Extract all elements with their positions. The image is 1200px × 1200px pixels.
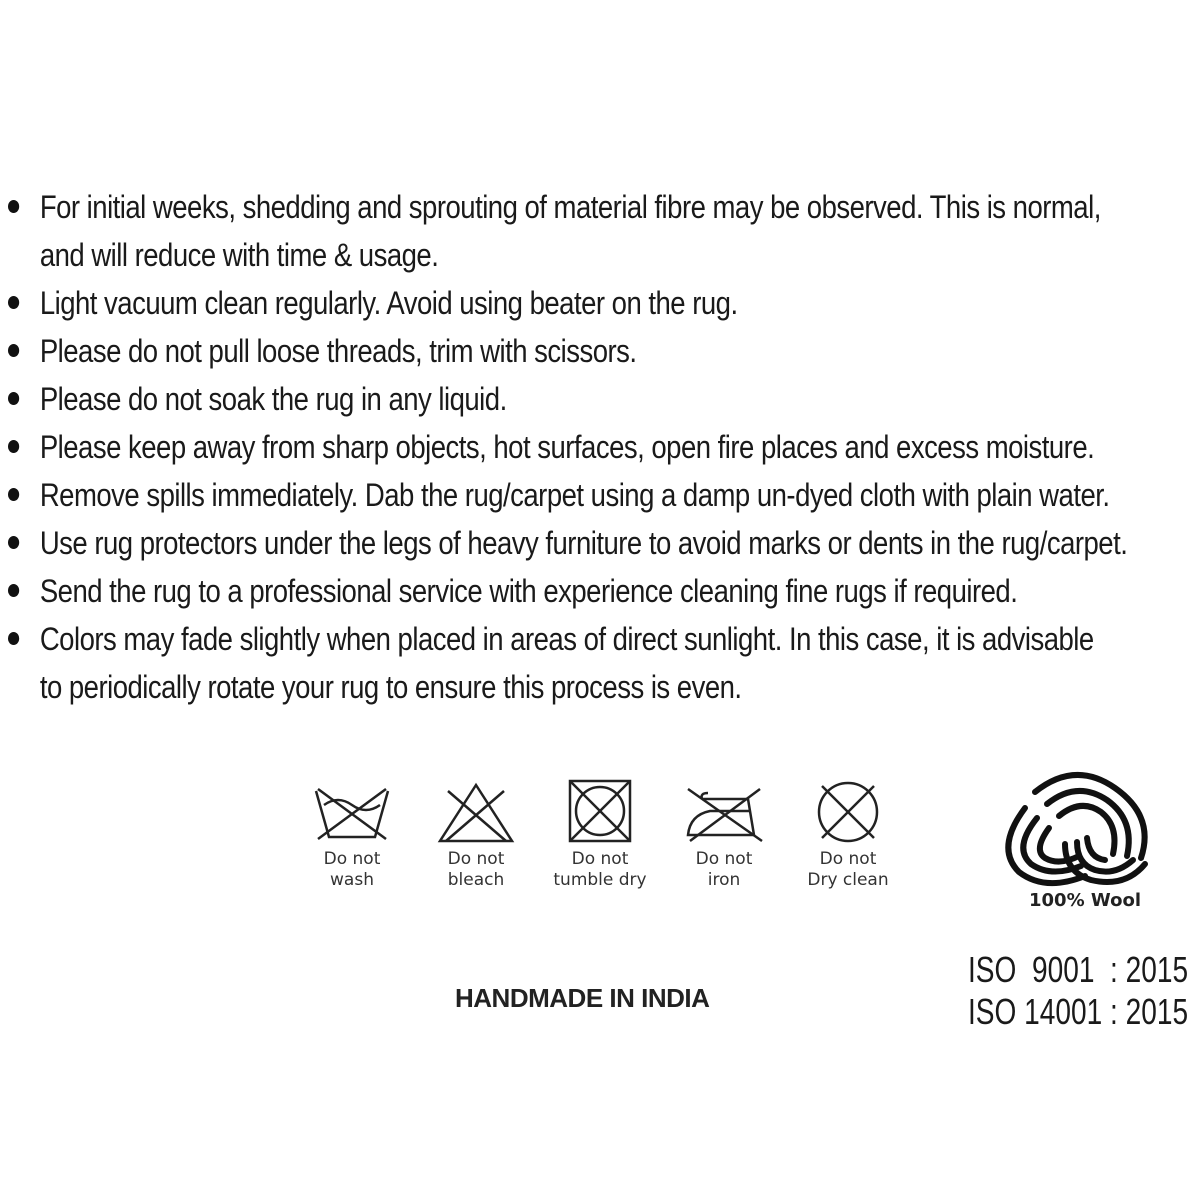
bullet-icon [8, 584, 19, 597]
care-instruction: Please do not pull loose threads, trim with scissors. [8, 327, 1200, 375]
care-instructions-list [8, 183, 1188, 711]
care-instruction: Light vacuum clean regularly. Avoid using beater on the rug. [8, 279, 1200, 327]
bullet-icon [8, 200, 19, 213]
symbol-label-line: tumble dry [553, 870, 647, 890]
care-instruction: Send the rug to a professional service with experience cleaning fine rugs if required. [8, 567, 1200, 615]
woolmark-icon [995, 768, 1175, 888]
do-not-iron-icon [674, 775, 774, 845]
care-symbol-iron [662, 775, 786, 891]
origin-label: HANDMADE IN INDIA [455, 983, 710, 1013]
care-instruction: Remove spills immediately. Dab the rug/carpet using a damp un-dyed cloth with plain water. [8, 471, 1200, 519]
do-not-dry-clean-icon [798, 775, 898, 845]
symbol-label-line: Do not [819, 849, 877, 869]
do-not-bleach-icon [426, 775, 526, 845]
care-instruction: For initial weeks, shedding and sprouting of material fibre may be observed. This is normal, [8, 183, 1200, 231]
symbol-label-line: iron [707, 870, 741, 890]
symbol-label-line: wash [330, 870, 374, 890]
symbol-label-line: bleach [447, 870, 505, 890]
iso-certification: ISO 14001 : 2015 [968, 991, 1189, 1032]
care-symbol-dry-clean [786, 775, 910, 891]
symbol-label-line: Do not [447, 849, 505, 869]
do-not-wash-icon [302, 775, 402, 845]
bullet-icon [8, 296, 19, 309]
symbol-label-line: Do not [695, 849, 753, 869]
bullet-icon [8, 440, 19, 453]
bullet-icon [8, 392, 19, 405]
symbol-label-line: Do not [571, 849, 629, 869]
bullet-icon [8, 344, 19, 357]
care-symbols [290, 775, 910, 905]
care-instruction-continuation: and will reduce with time & usage. [39, 237, 439, 273]
iso-certification: ISO 9001 : 2015 [968, 949, 1189, 990]
bullet-icon [8, 632, 19, 645]
symbol-label-line: Do not [323, 849, 381, 869]
care-instruction: Please keep away from sharp objects, hot surfaces, open fire places and excess moisture. [8, 423, 1200, 471]
care-instruction-continuation: to periodically rotate your rug to ensure this process is even. [39, 669, 742, 705]
do-not-tumble-dry-icon [550, 775, 650, 845]
care-symbol-wash [290, 775, 414, 891]
care-instruction: Please do not soak the rug in any liquid. [8, 375, 1200, 423]
care-instruction: Use rug protectors under the legs of heavy furniture to avoid marks or dents in the rug/carpet. [8, 519, 1200, 567]
symbol-label-line: Dry clean [807, 870, 889, 890]
wool-label: 100% Wool [1029, 890, 1141, 911]
care-instruction: Colors may fade slightly when placed in areas of direct sunlight. In this case, it is advisable [8, 615, 1200, 663]
care-symbol-tumble-dry [538, 775, 662, 891]
care-symbol-bleach [414, 775, 538, 891]
bullet-icon [8, 536, 19, 549]
bullet-icon [8, 488, 19, 501]
